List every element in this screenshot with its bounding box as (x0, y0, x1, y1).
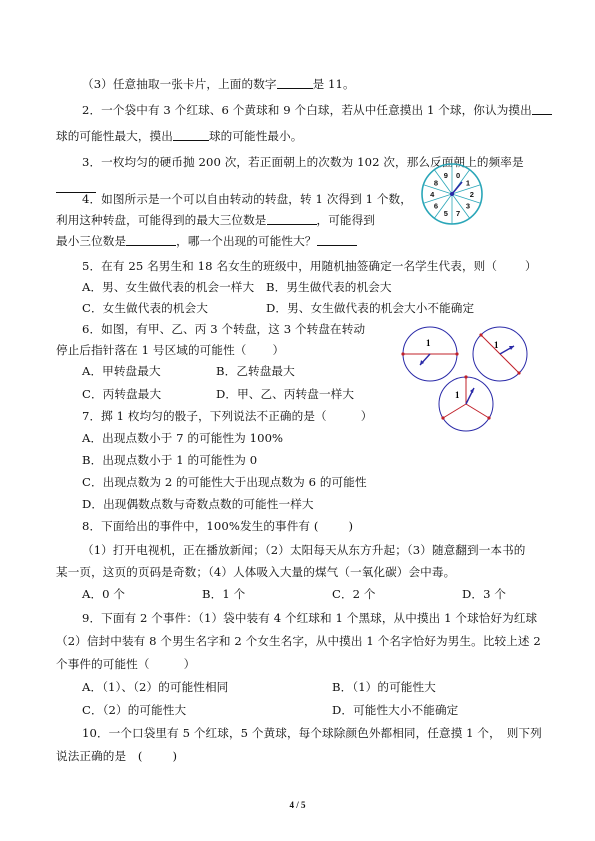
option-d: D．可能性大小不能确定 (332, 703, 459, 717)
q7-option-d (82, 497, 314, 511)
answer-blank[interactable] (317, 234, 357, 246)
option-b: B．男生做代表的机会大 (266, 280, 392, 294)
q8-events-text2: 某一页，这页的页码是奇数；（4）人体吸入大量的煤气（一氧化碳）会中毒。 (56, 565, 456, 579)
answer-blank[interactable] (173, 129, 209, 141)
q8-stem-text: 8．下面给出的事件中，100%发生的事件有 ( (82, 519, 319, 533)
region-label: 1 (426, 338, 431, 348)
q9-paren-close: ） (183, 657, 196, 671)
q4-text2-mid: ，哪一个出现的可能性大？ (176, 234, 317, 248)
q6-stem: 6．如图，有甲、乙、丙 3 个转盘，这 3 个转盘在转动 (82, 322, 366, 336)
option-d: D．男、女生做代表的机会大小不能确定 (266, 301, 475, 315)
q4-stem: 4．如图所示是一个可以自由转动的转盘，转 1 次得到 1 个数， (82, 192, 412, 206)
q5-option-d (266, 301, 474, 315)
q8-events-text: （1）打开电视机，正在播放新闻；（2）太阳每天从东方升起；（3）随意翻到一本书的 (82, 543, 526, 557)
q7-option-c (82, 475, 367, 489)
q6-option-a (82, 364, 161, 378)
wheel-number: 4 (430, 190, 435, 199)
q8-option-b (202, 587, 245, 601)
q4-line2 (56, 213, 375, 227)
q7-paren-close: ） (360, 409, 373, 423)
option-a: A．0 个 (82, 587, 126, 601)
wheel-number: 2 (469, 190, 474, 199)
q6-option-c (82, 387, 161, 401)
q8-stem (82, 519, 353, 533)
q4-text2: 最小三位数是 (56, 234, 127, 248)
q8-option-c (332, 587, 376, 601)
spinner-bing (436, 374, 496, 434)
q5-option-b (266, 280, 392, 294)
q8-option-a (82, 587, 125, 601)
q1-part3-text-end: 是 11。 (312, 77, 355, 91)
wheel-hub (450, 192, 454, 196)
option-b: B．乙转盘最大 (216, 364, 295, 378)
q5-stem (82, 259, 537, 273)
option-c: C．出现点数为 2 的可能性大于出现点数为 6 的可能性 (82, 475, 367, 489)
q10-stem2: 说法正确的是 ( (56, 749, 143, 763)
region-label: 1 (494, 340, 499, 350)
q5-paren-close: ） (525, 259, 537, 273)
wheel-number: 8 (433, 178, 439, 188)
q9-stem2: （2）信封中装有 8 个男生名字和 2 个女生名字，从中摸出 1 个名字恰好为男生。比较上述 2 (56, 634, 541, 648)
option-b: B．1 个 (202, 587, 246, 601)
wheel-number: 1 (465, 178, 471, 188)
q9-line3 (56, 657, 195, 671)
q8-option-d (462, 587, 506, 601)
q9-option-c (82, 703, 186, 717)
option-c: C．2 个 (332, 587, 376, 601)
q9-option-d (332, 703, 458, 717)
q7-stem (82, 409, 372, 423)
wheel-number: 7 (456, 208, 461, 218)
q6-option-b (216, 364, 295, 378)
q2-line1 (82, 103, 552, 117)
region-label: 1 (455, 390, 460, 400)
q9-option-b (332, 680, 436, 694)
q10-line1 (82, 726, 542, 740)
q4-line1 (82, 192, 412, 206)
q5-stem-text: 5．在有 25 名男生和 18 名女生的班级中，用随机抽签确定一名学生代表，则（ (82, 259, 498, 273)
q7-option-a (82, 431, 283, 445)
q10-paren-close: ) (172, 749, 178, 763)
q9-option-a (82, 680, 228, 694)
q4-text: 利用这种转盘，可能得到的最大三位数是 (56, 213, 267, 227)
q2-line2 (56, 129, 303, 143)
wheel-number: 0 (456, 171, 461, 181)
q4-text-end: ，可能得到 (316, 213, 375, 227)
option-a: A．（1）、（2）的可能性相同 (82, 680, 229, 694)
q8-body2 (56, 565, 455, 579)
q9-line1 (82, 611, 537, 625)
option-c: C．（2）的可能性大 (82, 703, 187, 717)
answer-blank[interactable] (126, 234, 176, 246)
q6-option-d (216, 387, 354, 401)
option-c: C．女生做代表的机会大 (82, 301, 208, 315)
q6-paren-close: ） (272, 343, 285, 357)
q5-option-c (82, 301, 208, 315)
wheel-number: 6 (433, 201, 439, 211)
option-a: A．出现点数小于 7 的可能性为 100% (82, 431, 284, 445)
option-b: B．（1）的可能性大 (332, 680, 436, 694)
q5-option-a (82, 280, 254, 294)
answer-blank[interactable] (267, 213, 317, 225)
q10-stem: 10．一个口袋里有 5 个红球，5 个黄球，每个球除颜色外都相同，任意摸 1 个， 则下列 (82, 726, 542, 740)
option-c: C．丙转盘最大 (82, 387, 162, 401)
q2-stem: 2．一个袋中有 3 个红球、6 个黄球和 9 个白球，若从中任意摸出 1 个球，你认为摸出 (82, 103, 532, 117)
q3-stem: 3．一枚均匀的硬币抛 200 次，若正面朝上的次数为 102 次，那么反面朝上的频率是 (82, 155, 524, 169)
q2-text-end: 球的可能性最小。 (208, 129, 303, 143)
page-number: 4 / 5 (289, 800, 306, 810)
wheel-number: 5 (443, 208, 448, 218)
option-d: D．3 个 (462, 587, 507, 601)
q7-option-b (82, 453, 257, 467)
q9-stem: 9．下面有 2 个事件：（1）袋中装有 4 个红球和 1 个黑球，从中摸出 1 个球恰好为红球 (82, 611, 538, 625)
q6-line2 (56, 343, 284, 357)
q6-line1 (82, 322, 365, 336)
q8-paren-close: ) (348, 519, 354, 533)
q1-part3 (82, 77, 355, 91)
option-a: A．甲转盘最大 (82, 364, 161, 378)
option-b: B．出现点数小于 1 的可能性为 0 (82, 453, 258, 467)
q8-body1 (82, 543, 526, 557)
answer-blank[interactable] (277, 77, 313, 89)
q4-line3 (56, 234, 357, 248)
q2-text: 球的可能性最大，摸出 (56, 129, 173, 143)
q9-line2 (56, 634, 541, 648)
q1-part3-text: （3）任意抽取一张卡片，上面的数字 (82, 77, 277, 91)
q7-stem-text: 7．掷 1 枚均匀的骰子，下列说法不正确的是（ (82, 409, 327, 423)
option-a: A．男、女生做代表的机会一样大 (82, 280, 255, 294)
option-d: D．出现偶数点数与奇数点数的可能性一样大 (82, 497, 314, 511)
q6-stem2: 停止后指针落在 1 号区域的可能性（ (56, 343, 247, 357)
answer-blank[interactable] (532, 103, 552, 115)
wheel-number: 9 (443, 171, 448, 181)
q9-stem3: 个事件的可能性（ (56, 657, 150, 671)
option-d: D．甲、乙、丙转盘一样大 (216, 387, 355, 401)
wheel-number: 3 (465, 201, 471, 211)
spinner-wheel-figure (420, 162, 484, 226)
q10-line2 (56, 749, 177, 763)
